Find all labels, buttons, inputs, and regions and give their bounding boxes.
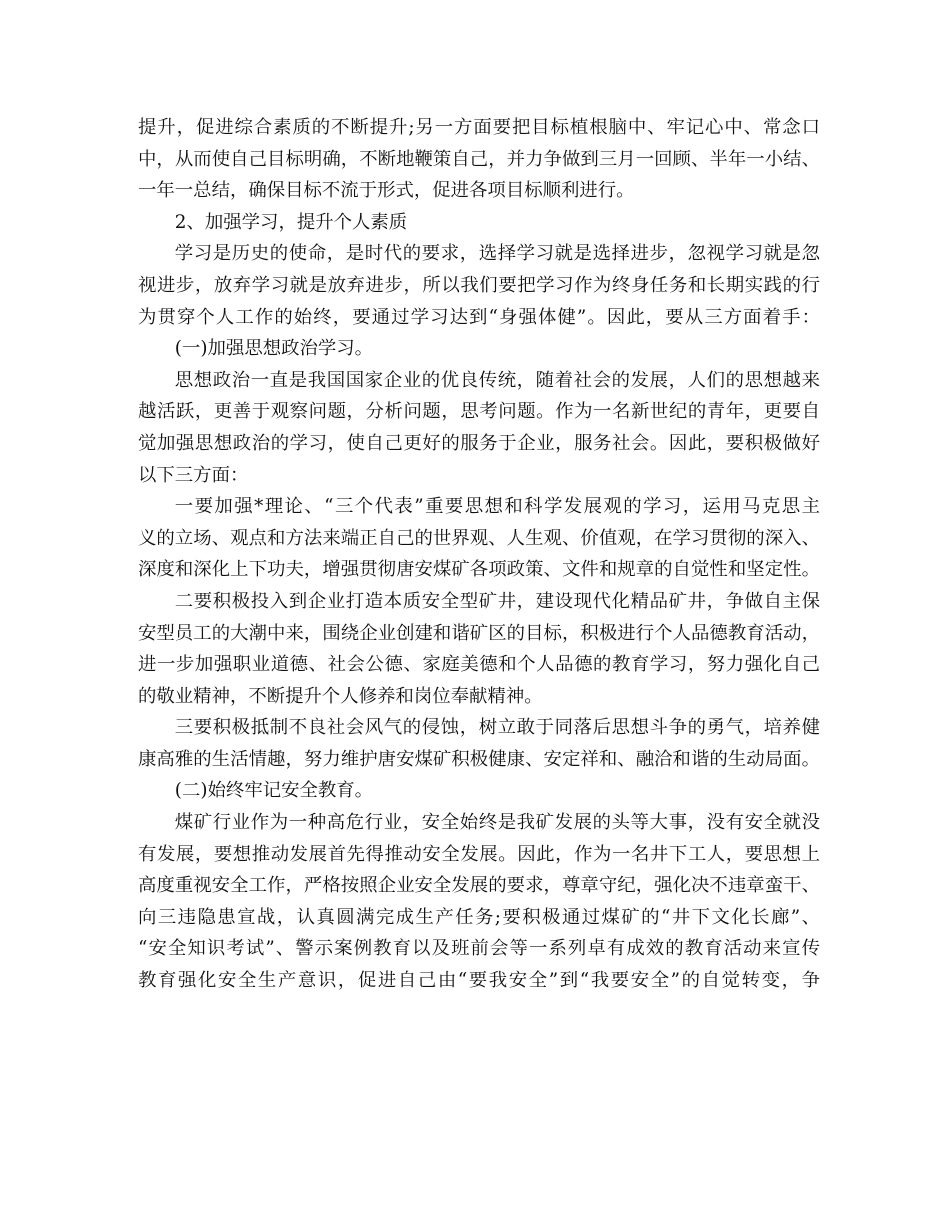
text-line: (二)始终牢记安全教育。	[174, 780, 374, 802]
text-line: 2、加强学习，提升个人素质	[174, 211, 408, 233]
text-line: 进一步加强职业道德、社会公德、家庭美德和个人品德的教育学习，努力强化自己	[138, 654, 820, 676]
text-line: 有发展，要想推动发展首先得推动安全发展。因此，作为一名井下工人，要思想上	[138, 843, 820, 865]
text-line: 以下三方面：	[138, 464, 249, 486]
document-body	[138, 112, 820, 997]
text-line: 深度和深化上下功夫，增强贯彻唐安煤矿各项政策、文件和规章的自觉性和坚定性。	[138, 559, 820, 581]
text-line: 思想政治一直是我国国家企业的优良传统，随着社会的发展，人们的思想越来	[174, 369, 820, 391]
text-line: (一)加强思想政治学习。	[174, 338, 374, 360]
text-line: 安型员工的大潮中来，围绕企业创建和谐矿区的目标，积极进行个人品德教育活动，	[138, 622, 820, 644]
text-line: 义的立场、观点和方法来端正自己的世界观、人生观、价值观，在学习贯彻的深入、	[138, 527, 820, 549]
text-line: 越活跃，更善于观察问题，分析问题，思考问题。作为一名新世纪的青年，更要自	[138, 401, 820, 423]
text-line: 视进步，放弃学习就是放弃进步，所以我们要把学习作为终身任务和长期实践的行	[138, 274, 820, 296]
text-line: 学习是历史的使命，是时代的要求，选择学习就是选择进步，忽视学习就是忽	[174, 243, 820, 265]
text-line: “安全知识考试”、警示案例教育以及班前会等一系列卓有成效的教育活动来宣传	[138, 938, 820, 960]
text-line: 提升，促进综合素质的不断提升;另一方面要把目标植根脑中、牢记心中、常念口	[138, 117, 820, 138]
text-line: 一要加强*理论、“三个代表”重要思想和科学发展观的学习，运用马克思主	[174, 496, 820, 518]
text-line: 一年一总结，确保目标不流于形式，促进各项目标顺利进行。	[138, 180, 635, 202]
text-line: 为贯穿个人工作的始终，要通过学习达到“身强体健”。因此，要从三方面着手：	[138, 306, 820, 328]
text-line: 煤矿行业作为一种高危行业，安全始终是我矿发展的头等大事，没有安全就没	[174, 812, 820, 834]
document-page	[138, 112, 820, 997]
text-line: 向三违隐患宣战，认真圆满完成生产任务;要积极通过煤矿的“井下文化长廊”、	[138, 906, 820, 928]
text-line: 三要积极抵制不良社会风气的侵蚀，树立敢于同落后思想斗争的勇气，培养健	[174, 717, 820, 739]
text-line: 二要积极投入到企业打造本质安全型矿井，建设现代化精品矿井，争做自主保	[174, 590, 820, 612]
text-line: 中，从而使自己目标明确，不断地鞭策自己，并力争做到三月一回顾、半年一小结、	[138, 148, 820, 170]
text-line: 觉加强思想政治的学习，使自己更好的服务于企业，服务社会。因此，要积极做好	[138, 432, 820, 454]
text-line: 高度重视安全工作，严格按照企业安全发展的要求，尊章守纪，强化决不违章蛮干、	[138, 875, 820, 897]
text-line: 教育强化安全生产意识，促进自己由“要我安全”到“我要安全”的自觉转变，争	[138, 970, 820, 992]
text-line: 的敬业精神，不断提升个人修养和岗位奉献精神。	[138, 685, 543, 707]
text-line: 康高雅的生活情趣，努力维护唐安煤矿积极健康、安定祥和、融洽和谐的生动局面。	[138, 748, 820, 770]
